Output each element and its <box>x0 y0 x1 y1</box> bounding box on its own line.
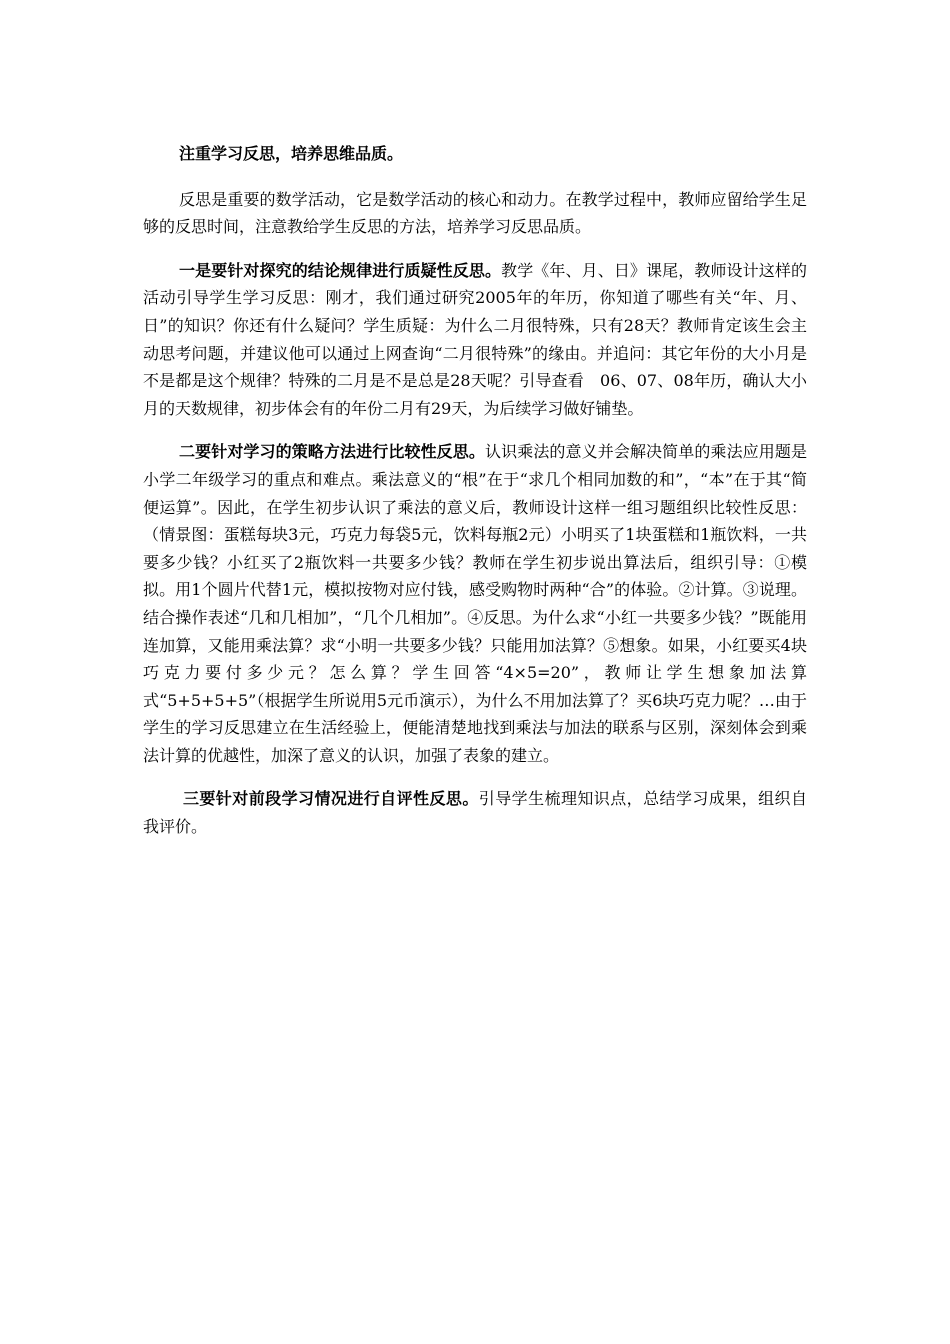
section-lead-1: 一是要针对探究的结论规律进行质疑性反思。 <box>179 260 502 280</box>
section-paragraph-1 <box>143 257 807 423</box>
section-paragraph-2 <box>143 438 807 769</box>
intro-paragraph: 反思是重要的数学活动，它是数学活动的核心和动力。在教学过程中，教师应留给学生足够的反思时间，注意教给学生反思的方法，培养学习反思品质。 <box>143 189 807 237</box>
section-body-1: 教学《年、月、日》课尾，教师设计这样的活动引导学生学习反思：刚才，我们通过研究2005年的年历，你知道了哪些有关“年、月、日”的知识？你还有什么疑问？学生质疑：为什么二月很特殊，只有28天？教师肯定该生会主动思考问题，并建议他可以通过上网查询“二月很特殊”的缘由。并追问：其它年份的大小月是不是都是这个规律？特殊的二月是不是总是28天呢？引导查看 06、07、08年历，确认大小月的天数规律，初步体会有的年份二月有29天，为后续学习做好铺垫。 <box>143 260 807 418</box>
section-lead-2: 二要针对学习的策略方法进行比较性反思。 <box>179 442 485 462</box>
section-body-2: 认识乘法的意义并会解决简单的乘法应用题是小学二年级学习的重点和难点。乘法意义的“根”在于“求几个相同加数的和”，“本”在于其“简便运算”。因此，在学生初步认识了乘法的意义后，教师设计这样一组习题组织比较性反思：（情景图：蛋糕每块3元，巧克力每袋5元，饮料每瓶2元）小明买了1块蛋糕和1瓶饮料，一共要多少钱？小红买了2瓶饮料一共要多少钱？教师在学生初步说出算法后，组织引导：①模拟。用1个圆片代替1元，模拟按物对应付钱，感受购物时两种“合”的体验。②计算。③说理。结合操作表述“几和几相加”，“几个几相加”。④反思。为什么求“小红一共要多少钱？”既能用连加算，又能用乘法算？求“小明一共要多少钱？只能用加法算？⑤想象。如果，小红要买4块巧克力要付多少元？怎么算？学生回答“4×5=20”，教师让学生想象加法算式“5+5+5+5”（根据学生所说用5元币演示），为什么不用加法算了？买6块巧克力呢？…由于学生的学习反思建立在生活经验上，便能清楚地找到乘法与加法的联系与区别，深刻体会到乘法计算的优越性，加深了意义的认识，加强了表象的建立。 <box>143 442 807 765</box>
section-body-3: 引导学生梳理知识点，总结学习成果，组织自我评价。 <box>143 789 807 837</box>
document-page <box>143 140 807 857</box>
document-heading: 注重学习反思，培养思维品质。 <box>179 144 404 163</box>
section-lead-3: 三要针对前段学习情况进行自评性反思。 <box>183 789 479 809</box>
section-paragraph-3 <box>143 785 807 840</box>
